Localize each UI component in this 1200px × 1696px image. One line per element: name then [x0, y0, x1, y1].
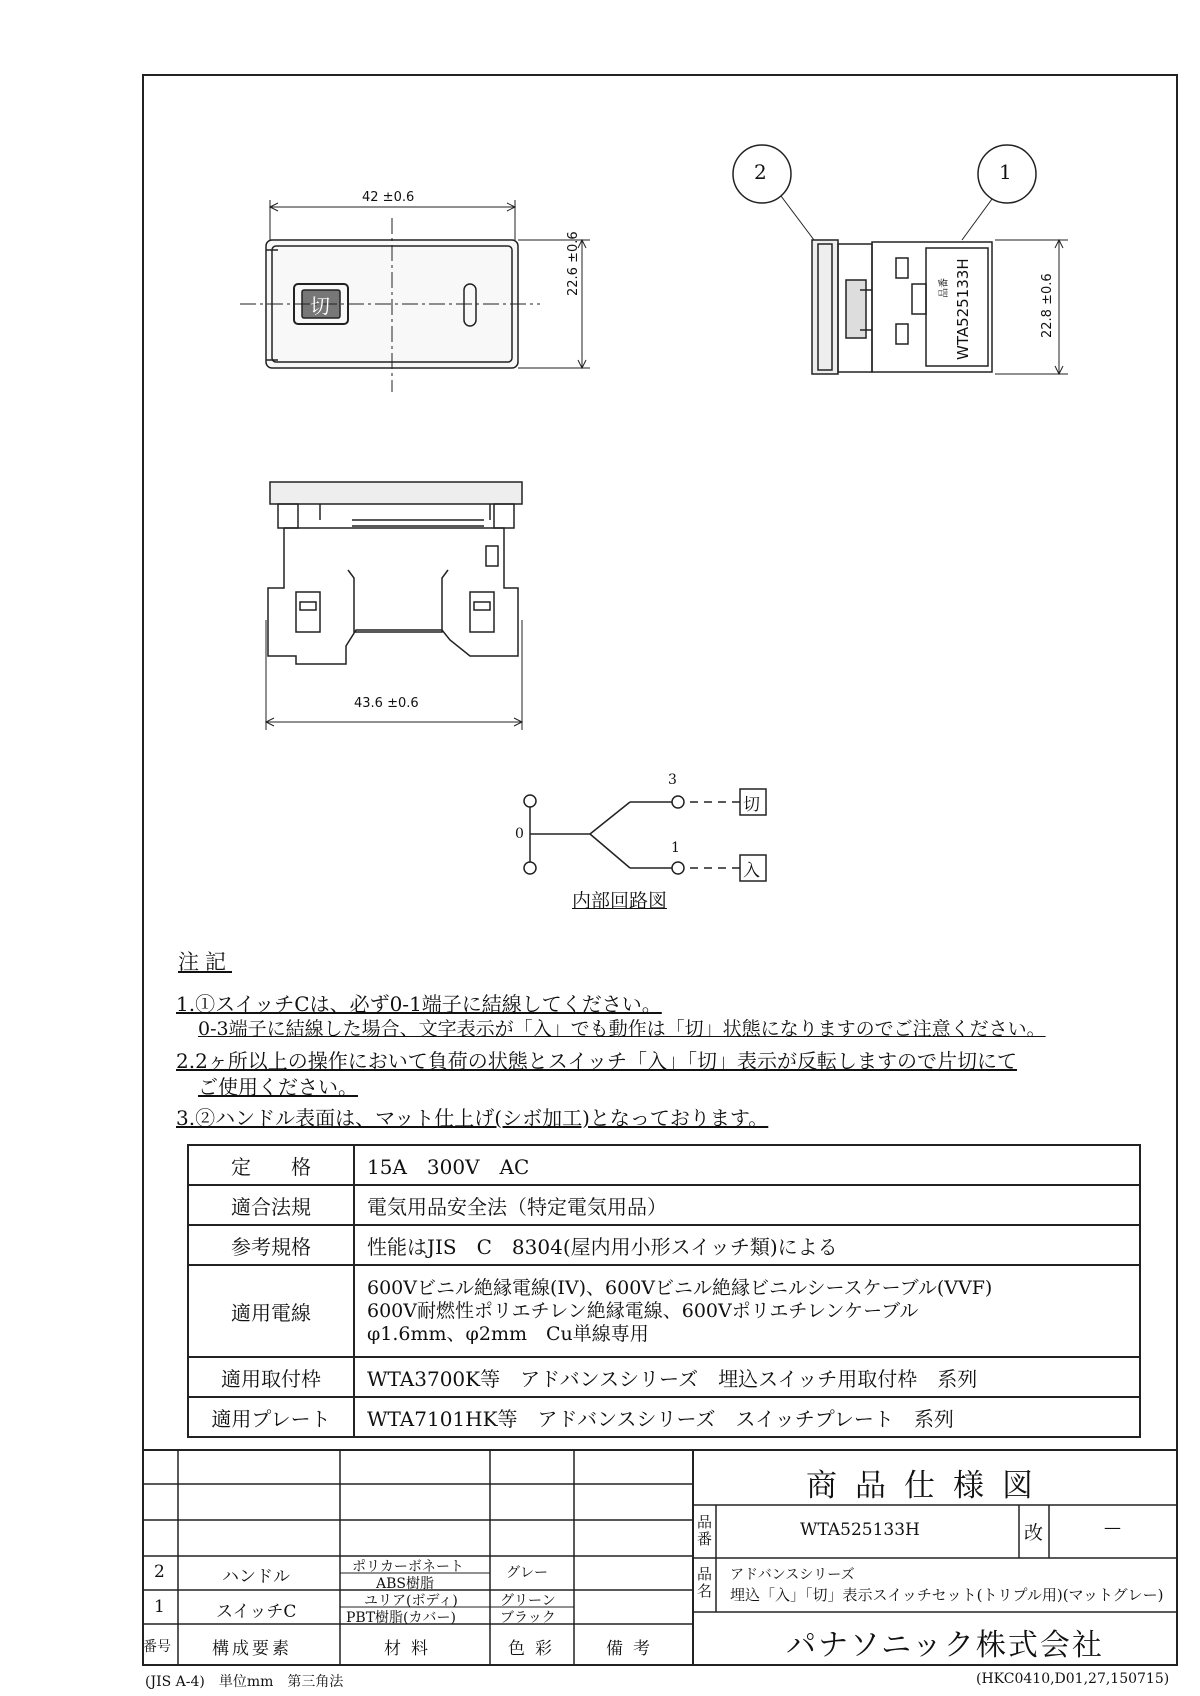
- dim-top-height: 22.6 ±0.6: [566, 231, 581, 296]
- part-2-material-1: ポリカーボネート: [352, 1559, 464, 1575]
- note-2-line-2: ご使用ください。: [198, 1075, 358, 1099]
- header-remarks: 備考: [606, 1639, 660, 1659]
- notes-title: 注記: [178, 950, 232, 974]
- spec-key: 適用電線: [188, 1265, 354, 1357]
- spec-value: 電気用品安全法（特定電気用品）: [354, 1185, 1140, 1225]
- spec-row: [188, 1145, 1140, 1185]
- dim-bottom-width: 43.6 ±0.6: [354, 696, 419, 711]
- part-1-material-2: PBT樹脂(カバー): [346, 1610, 456, 1626]
- hinmei-line-2: 埋込「入」「切」表示スイッチセット(トリプル用)(マットグレー): [730, 1586, 1164, 1604]
- part-2-material-2: ABS樹脂: [376, 1576, 434, 1592]
- bottom-view: [266, 482, 522, 730]
- note-2-line-1: 2.2ヶ所以上の操作において負荷の状態とスイッチ「入」「切」表示が反転しますので片切にて: [176, 1049, 1018, 1073]
- circuit-caption: 内部回路図: [572, 890, 668, 912]
- part-1-no: 1: [154, 1597, 165, 1617]
- footer-left: (JIS A-4) 単位mm 第三角法: [145, 1674, 344, 1690]
- part-1-color-1: グリーン: [500, 1593, 556, 1609]
- spec-row: [188, 1357, 1140, 1397]
- note-1-line-1: 1.①スイッチCは、必ず0-1端子に結線してください。: [176, 992, 662, 1016]
- spec-value-line: 600Vビニル絶縁電線(IV)、600Vビニル絶縁ビニルシースケーブル(VVF): [367, 1276, 993, 1299]
- spec-row: [188, 1397, 1140, 1437]
- dim-side-height: 22.8 ±0.6: [1040, 273, 1055, 338]
- part-1-material-1: ユリア(ボディ): [364, 1593, 458, 1609]
- spec-key: 参考規格: [188, 1225, 354, 1265]
- footer-right: (HKC0410,D01,27,150715): [976, 1671, 1170, 1687]
- spec-key: 適用取付枠: [188, 1357, 354, 1397]
- front-view: [240, 200, 590, 392]
- hinmei-label: 品名: [697, 1565, 713, 1600]
- spec-key: 定 格: [188, 1145, 354, 1185]
- hinban-label: 品番: [697, 1513, 713, 1548]
- note-1-line-2: 0-3端子に結線した場合、文字表示が「入」でも動作は「切」状態になりますのでご注意ください。: [198, 1018, 1046, 1040]
- spec-value-line: 600V耐燃性ポリエチレン絶縁電線、600Vポリエチレンケーブル: [367, 1299, 919, 1322]
- header-number: 番号: [143, 1639, 171, 1655]
- header-color: 色彩: [508, 1639, 562, 1659]
- balloon-1: 1: [999, 160, 1012, 184]
- circuit-box-off: 切: [743, 795, 760, 815]
- terminal-3: 3: [668, 772, 677, 788]
- kai-value: —: [1104, 1518, 1121, 1538]
- part-2-no: 2: [154, 1562, 165, 1582]
- spec-row: [188, 1265, 1140, 1357]
- balloon-2: 2: [754, 160, 767, 184]
- spec-row: [188, 1185, 1140, 1225]
- note-3: 3.②ハンドル表面は、マット仕上げ(シボ加工)となっております。: [176, 1106, 769, 1130]
- spec-value: 15A 300V AC: [354, 1145, 1140, 1185]
- drawing-title: 商品仕様図: [806, 1468, 1051, 1504]
- spec-table: [187, 1144, 1141, 1438]
- hinban-value: WTA525133H: [800, 1520, 920, 1540]
- dim-top-width: 42 ±0.6: [362, 190, 415, 205]
- body-mark: 品番: [939, 278, 950, 298]
- header-component: 構成要素: [212, 1639, 292, 1659]
- spec-row: [188, 1225, 1140, 1265]
- kai-label: 改: [1024, 1522, 1044, 1544]
- part-1-name: スイッチC: [216, 1602, 297, 1622]
- spec-key: 適合法規: [188, 1185, 354, 1225]
- hinmei-line-1: アドバンスシリーズ: [730, 1567, 855, 1583]
- circuit-diagram: [524, 789, 766, 881]
- header-material: 材料: [384, 1639, 438, 1659]
- part-2-name: ハンドル: [222, 1567, 290, 1587]
- company-name: パナソニック株式会社: [786, 1628, 1104, 1663]
- spec-value: 性能はJIS C 8304(屋内用小形スイッチ類)による: [354, 1225, 1140, 1265]
- terminal-1: 1: [671, 840, 680, 856]
- terminal-0: 0: [515, 826, 524, 842]
- spec-key: 適用プレート: [188, 1397, 354, 1437]
- part-2-color: グレー: [506, 1565, 548, 1581]
- handle-label: 切: [310, 294, 330, 318]
- spec-value-line: φ1.6mm、φ2mm Cu単線専用: [367, 1322, 649, 1345]
- body-part-number: WTA525133H: [954, 258, 972, 360]
- spec-value: WTA7101HK等 アドバンスシリーズ スイッチプレート 系列: [354, 1397, 1140, 1437]
- part-1-color-2: ブラック: [500, 1610, 556, 1626]
- spec-value: [354, 1265, 1140, 1357]
- spec-value: WTA3700K等 アドバンスシリーズ 埋込スイッチ用取付枠 系列: [354, 1357, 1140, 1397]
- side-view: [733, 145, 1068, 374]
- circuit-box-on: 入: [743, 861, 760, 881]
